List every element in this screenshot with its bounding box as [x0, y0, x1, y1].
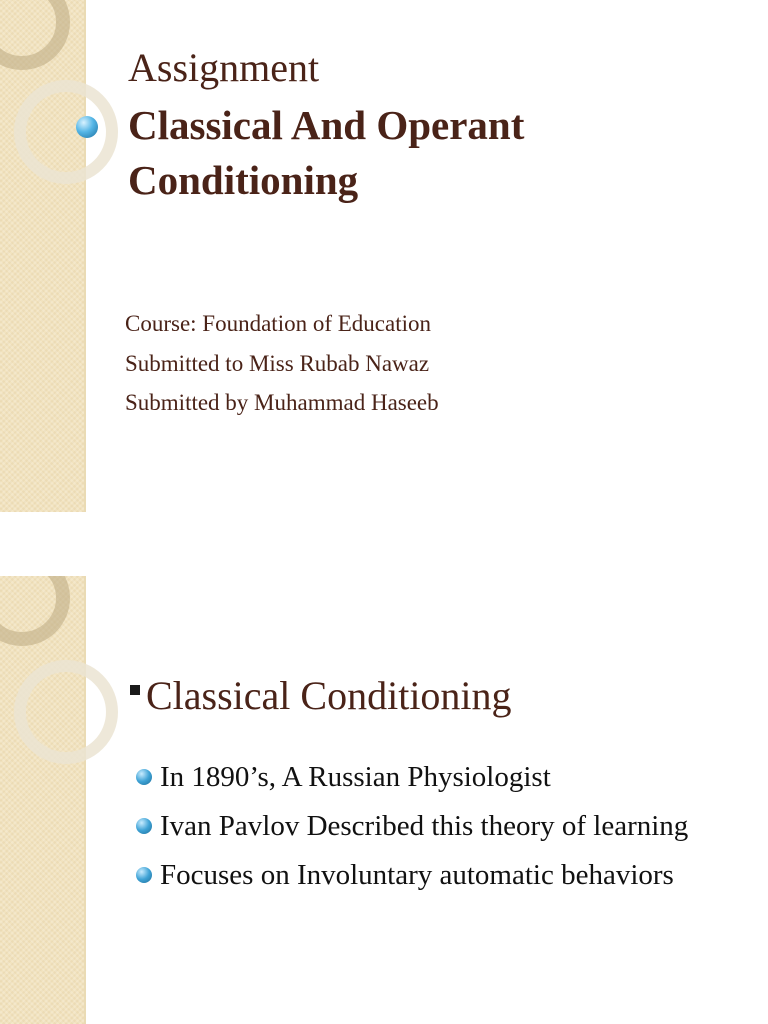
- submitted-by-line: Submitted by Muhammad Haseeb: [125, 390, 439, 415]
- list-item-text: In 1890’s, A Russian Physiologist: [160, 761, 551, 793]
- list-item-text: Focuses on Involuntary automatic behaviors: [160, 859, 674, 891]
- slide-classical-conditioning: [0, 576, 768, 1024]
- decorative-ring: [0, 0, 70, 70]
- list-item: [136, 856, 736, 894]
- decorative-ring: [14, 80, 118, 184]
- section-heading-text: Classical Conditioning: [146, 673, 512, 718]
- decorative-side-band: [0, 576, 86, 1024]
- bullet-dot-icon: [136, 769, 152, 785]
- decorative-ring: [0, 576, 70, 646]
- decorative-ring: [14, 660, 118, 764]
- slide-title-text: Classical And Operant Conditioning: [128, 102, 525, 203]
- list-item: [136, 758, 736, 796]
- list-item: [136, 807, 736, 845]
- square-bullet-icon: [130, 685, 140, 695]
- bullet-dot-icon: [136, 867, 152, 883]
- section-heading: [130, 672, 512, 720]
- submission-details: [125, 304, 439, 423]
- bullet-list: [136, 758, 736, 905]
- course-line: Course: Foundation of Education: [125, 311, 431, 336]
- decorative-side-band: [0, 0, 86, 512]
- submitted-to-line: Submitted to Miss Rubab Nawaz: [125, 350, 430, 376]
- bullet-dot-icon: [136, 818, 152, 834]
- assignment-label: Assignment: [128, 45, 320, 90]
- list-item-text: Ivan Pavlov Described this theory of learning: [160, 810, 689, 842]
- blue-orb-icon: [76, 116, 98, 138]
